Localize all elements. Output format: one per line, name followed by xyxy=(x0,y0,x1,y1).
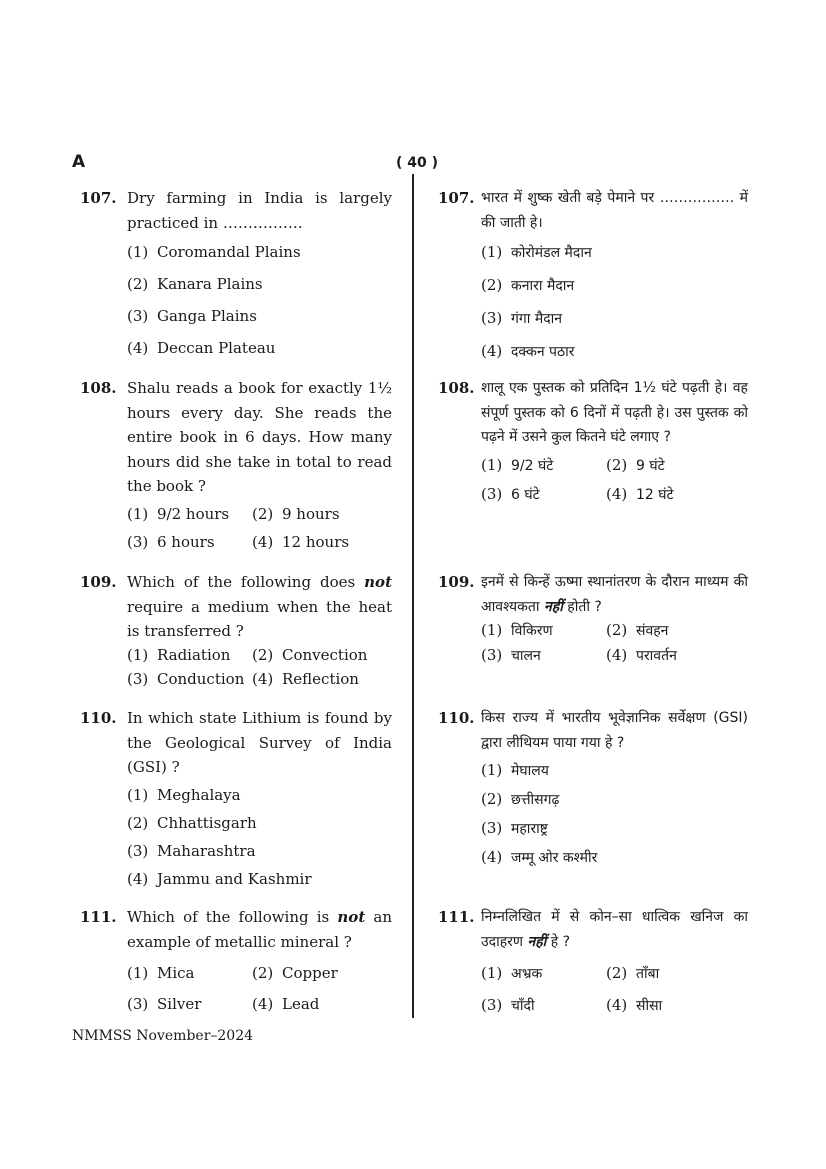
option-1: (1) विकिरण xyxy=(481,621,553,639)
question-number: 108. xyxy=(438,379,475,397)
option-3: (3) Conduction xyxy=(127,669,245,688)
question-text: Dry farming in India is largely practiced in ……………. xyxy=(127,189,392,232)
option-2: (2) छत्तीसगढ़ xyxy=(481,790,560,808)
question-107 xyxy=(80,186,392,357)
option-4: (4) जम्मू ओर कश्मीर xyxy=(481,848,598,866)
question-number: 109. xyxy=(438,573,475,591)
column-divider xyxy=(412,174,414,1018)
option-3: (3) Silver xyxy=(127,995,202,1013)
question-text: निम्नलिखित में से कोन–सा धात्विक खनिज का उदाहरण नहीं हे ? xyxy=(481,909,748,950)
question-number: 108. xyxy=(80,379,117,397)
option-4: (4) Lead xyxy=(252,995,320,1013)
option-1: (1) कोरोमंडल मैदान xyxy=(481,243,592,261)
question-text: In which state Lithium is found by the Geological Survey of India (GSI) ? xyxy=(127,709,392,776)
option-2: (2) ताँबा xyxy=(606,964,660,982)
option-3: (3) 6 घंटे xyxy=(481,484,540,503)
option-1: (1) Radiation xyxy=(127,645,231,664)
question-text: Which of the following is not an example of metallic mineral ? xyxy=(127,908,392,951)
option-4: (4) सीसा xyxy=(606,996,663,1014)
option-2: (2) Copper xyxy=(252,964,338,982)
option-4: (4) परावर्तन xyxy=(606,646,677,664)
question-111-hindi xyxy=(438,905,748,1015)
option-4: (4) दक्कन पठार xyxy=(481,342,575,360)
option-2: (2) कनारा मैदान xyxy=(481,276,575,294)
question-number: 107. xyxy=(438,189,475,207)
question-108-hindi xyxy=(438,376,748,504)
question-110-hindi xyxy=(438,706,748,867)
option-1: (1) Mica xyxy=(127,964,195,982)
option-3: (3) Maharashtra xyxy=(127,841,256,860)
question-109-hindi xyxy=(438,570,748,665)
option-4: (4) 12 hours xyxy=(252,532,350,551)
question-text: Which of the following does not require a medium when the heat is transferred ? xyxy=(127,573,392,640)
option-4: (4) Deccan Plateau xyxy=(127,339,276,357)
question-number: 109. xyxy=(80,573,117,591)
question-number: 111. xyxy=(438,908,475,926)
question-107-hindi xyxy=(438,186,748,361)
question-text: भारत में शुष्क खेती बड़े पेमाने पर ……………. में की जाती हे। xyxy=(481,190,748,231)
option-3: (3) गंगा मैदान xyxy=(481,309,563,327)
option-4: (4) Jammu and Kashmir xyxy=(127,869,312,888)
question-number: 110. xyxy=(438,709,475,727)
question-number: 110. xyxy=(80,709,117,727)
footer-text: NMMSS November–2024 xyxy=(72,1028,254,1044)
question-110 xyxy=(80,706,392,888)
question-text: इनमें से किन्हें ऊष्मा स्थानांतरण के दौरान माध्यम की आवश्यकता नहीं होती ? xyxy=(481,574,748,615)
question-111 xyxy=(80,905,392,1013)
question-number: 107. xyxy=(80,189,117,207)
option-2: (2) 9 घंटे xyxy=(606,455,665,474)
option-2: (2) Chhattisgarh xyxy=(127,813,257,832)
question-text: किस राज्य में भारतीय भूवेज्ञानिक सर्वेक्षण (GSI) द्वारा लीथियम पाया गया हे ? xyxy=(481,710,748,751)
option-1: (1) मेघालय xyxy=(481,761,549,779)
option-2: (2) संवहन xyxy=(606,621,669,639)
option-1: (1) Coromandal Plains xyxy=(127,243,301,261)
option-3: (3) महाराष्ट्र xyxy=(481,819,548,837)
option-2: (2) 9 hours xyxy=(252,504,340,523)
option-2: (2) Kanara Plains xyxy=(127,275,263,293)
option-1: (1) अभ्रक xyxy=(481,964,543,982)
option-3: (3) Ganga Plains xyxy=(127,307,257,325)
question-text: शालू एक पुस्तक को प्रतिदिन 1½ घंटे पढ़ती हे। वह संपूर्ण पुस्तक को 6 दिनों में पढ़ती हे। उस पुस्तक को पढ़ने में उसने कुल कितने घंटे लगाए ? xyxy=(481,380,748,445)
option-2: (2) Convection xyxy=(252,645,368,664)
option-3: (3) चाँदी xyxy=(481,996,535,1014)
question-109 xyxy=(80,570,392,688)
page-number: ( 40 ) xyxy=(396,155,439,171)
option-3: (3) चालन xyxy=(481,646,541,664)
question-108 xyxy=(80,376,392,551)
option-4: (4) 12 घंटे xyxy=(606,484,674,503)
option-1: (1) Meghalaya xyxy=(127,785,241,804)
option-1: (1) 9/2 hours xyxy=(127,504,230,523)
option-3: (3) 6 hours xyxy=(127,532,215,551)
question-text: Shalu reads a book for exactly 1½ hours every day. She reads the entire book in 6 days. How many hours did she take in total to read the book ? xyxy=(127,379,392,495)
set-label: A xyxy=(72,152,86,172)
option-1: (1) 9/2 घंटे xyxy=(481,455,554,474)
question-number: 111. xyxy=(80,908,117,926)
option-4: (4) Reflection xyxy=(252,669,359,688)
